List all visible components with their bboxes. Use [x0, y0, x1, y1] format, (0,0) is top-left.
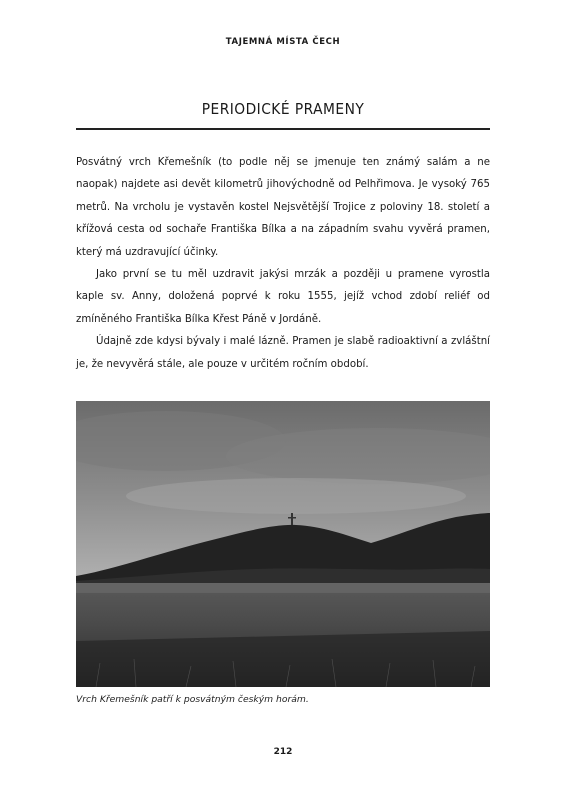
landscape-photo — [76, 401, 490, 687]
paragraph: Posvátný vrch Křemešník (to podle něj se jmenuje ten známý salám a ne naopak) najdete asi devět kilometrů jihovýchodně od Pelhřimova. Je vysoký 765 metrů. Na vrcholu je vystavěn kostel Nejsvětější Trojice z poloviny 18. století a křížová cesta od sochaře Františka Bílka a na západním svahu vyvěrá pramen, který má uzdravující účinky. — [76, 157, 490, 258]
paragraph: Údajně zde kdysi bývaly i malé lázně. Pramen je slabě radioaktivní a zvláštní je, že nevyvěrá stále, ale pouze v určitém ročním období. — [76, 336, 490, 370]
paragraph: Jako první se tu měl uzdravit jakýsi mrzák a později u pramene vyrostla kaple sv. Anny, doložená poprvé k roku 1555, jejíž vchod zdobí reliéf od zmíněného Františka Bílka Křest Páně v Jordáně. — [76, 269, 490, 325]
page-number: 212 — [273, 747, 293, 757]
hill-landscape-image — [76, 401, 490, 687]
title-divider — [76, 128, 490, 130]
chapter-title: PERIODICKÉ PRAMENY — [201, 100, 365, 118]
body-text — [76, 152, 490, 376]
running-header: TAJEMNÁ MÍSTA ČECH — [225, 37, 341, 47]
photo-caption: Vrch Křemešník patří k posvátným českým horám. — [76, 694, 309, 705]
